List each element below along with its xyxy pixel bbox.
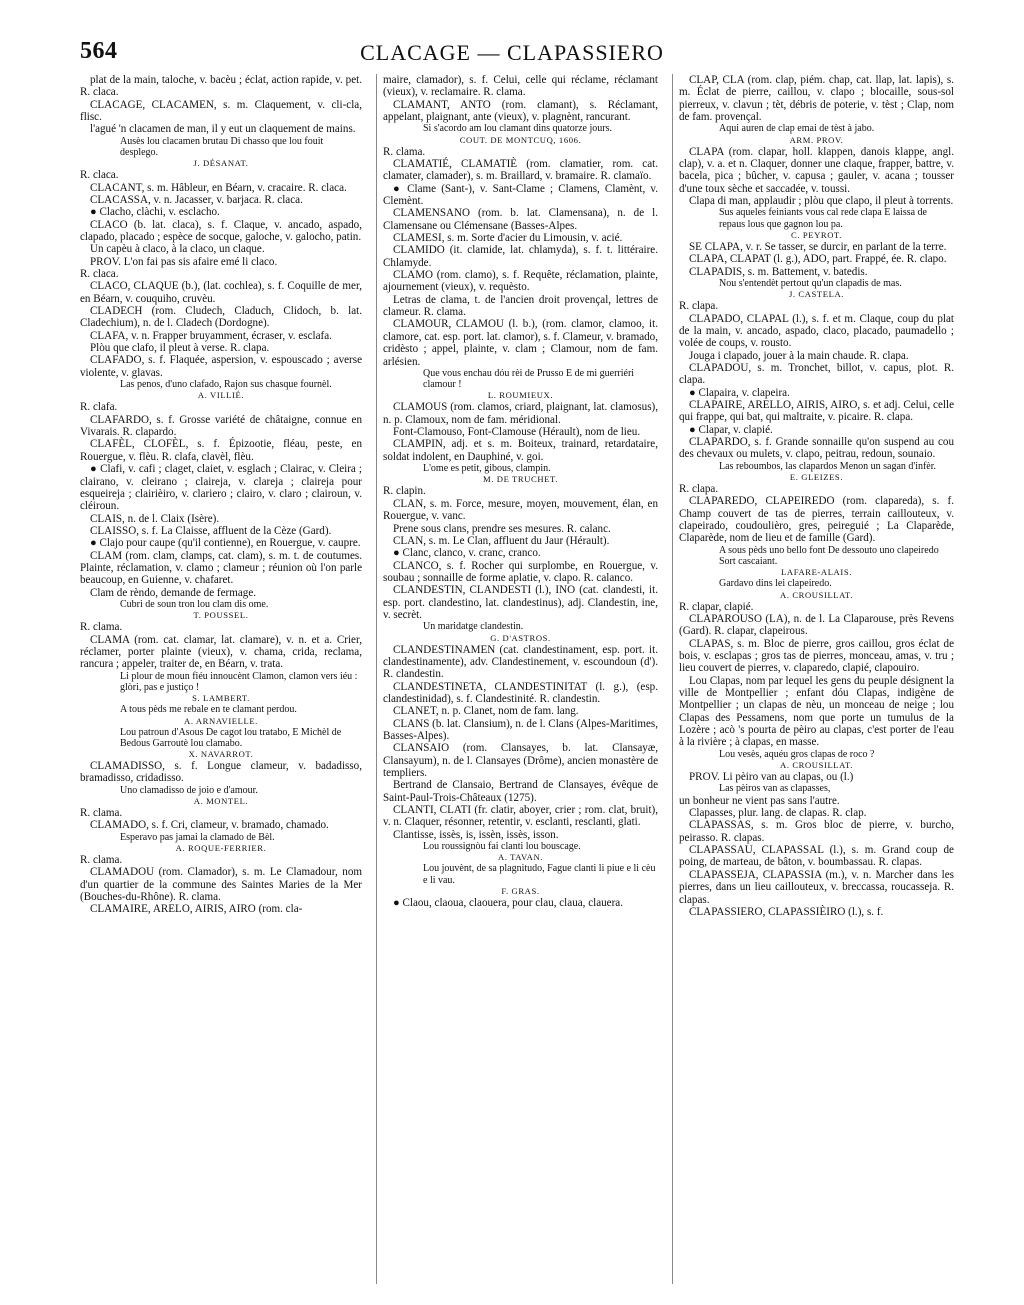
entry-paragraph: CLAPAREDO, CLAPEIREDO (rom. clapareda), s. f. Champ couvert de tas de pierres, terrain caillouteux, v. clapeirado, coudoulièro, gres, peireguié ; La Claparède, Claparède, nom de lieu et de famille (Gard). — [679, 495, 954, 545]
entry-paragraph: CLACO, CLAQUE (b.), (lat. cochlea), s. f. Coquille de mer, en Béarn, v. couquiho, cruvèu. — [80, 280, 362, 305]
entry-paragraph: CLAMATIÉ, CLAMATIÈ (rom. clamatier, rom. cat. clamater, clamader), s. m. Braillard, v. bramaire. R. clamaïo. — [383, 158, 658, 183]
reference-line: R. clama. — [383, 145, 426, 158]
entry-paragraph: CLAMOUR, CLAMOU (l. b.), (rom. clamor, clamoo, it. clamore, cat. esp. port. lat. clamor), s. f. Clameur, v. bramado, cridèsto ; appel, plainte, v. clam ; Clamour, nom de fam. arlésien. — [383, 318, 658, 368]
quotation: Uno clamadisso de joio e d'amour. — [120, 784, 258, 796]
entry-paragraph: Letras de clama, t. de l'ancien droit provençal, lettres de clameur. R. clama. — [383, 293, 658, 319]
entry-paragraph: CLAPAIRE, ARELLO, AIRIS, AIRO, s. et adj. Celui, celle qui frappe, qui bat, qui maltraite, v. picaire. R. clapa. — [679, 399, 954, 424]
entry-paragraph: CLAM (rom. clam, clamps, cat. clam), s. m. t. de coutumes. Plainte, réclamation, v. clamo ; clameur ; réunion où l'on parle beaucoup, en Guienne, v. chafaret. — [80, 549, 362, 587]
entry-paragraph: CLANTI, CLATI (fr. clatir, aboyer, crier ; rom. clat, bruit), v. n. Claquer, résonner, retentir, v. esclanti, resclanti, glati. — [383, 804, 658, 829]
entry-paragraph: Plòu que clafo, il pleut à verse. R. clapa. — [90, 342, 270, 355]
reference-line: R. clapa. — [679, 300, 719, 313]
quotation: Las reboumbos, las clapardos Menon un sagan d'infèr. — [719, 460, 937, 472]
citation-author: ARM. PROV. — [789, 134, 844, 145]
entry-paragraph: PROV. L'on fai pas sis afaire emé li claco. — [90, 255, 278, 268]
quotation: Lou roussignòu fai clanti lou bouscage. — [423, 841, 581, 853]
citation-author: J. CASTELA. — [788, 289, 845, 300]
reference-line: R. claca. — [80, 169, 119, 182]
entry-paragraph: Font-Clamouso, Font-Clamouse (Hérault), nom de lieu. — [393, 426, 641, 439]
page-number: 564 — [80, 38, 118, 64]
quotation: A sous pèds uno bello font De dessouto uno clapeiredo Sort cascaiant. — [719, 544, 939, 568]
quotation: Lou vesès, aquéu gros clapas de roco ? — [719, 748, 875, 760]
entry-paragraph: CLAISSO, s. f. La Claisse, affluent de la Cèze (Gard). — [90, 524, 332, 537]
entry-paragraph: CLACAGE, CLACAMEN, s. m. Claquement, v. cli-cla, flisc. — [80, 98, 362, 124]
entry-paragraph: CLANSAIO (rom. Clansayes, b. lat. Clansayæ, Clansayum), n. de l. Clansayes (Drôme), ancien monastère de templiers. — [383, 742, 658, 779]
entry-paragraph: CLAMENSANO (rom. b. lat. Clamensana), n. de l. Clamensane ou Clémensane (Basses-Alpes. — [383, 207, 658, 232]
entry-paragraph: ● Clacho, clàchi, v. esclacho. — [90, 206, 220, 219]
column-right — [672, 74, 954, 1284]
quotation: L'ome es petit, gibous, clampin. — [423, 463, 551, 475]
reference-line: R. clapar, clapié. — [679, 600, 754, 613]
entry-paragraph: Clapasses, plur. lang. de clapas. R. clap. — [689, 807, 867, 820]
entry-paragraph: SE CLAPA, v. r. Se tasser, se durcir, en parlant de la terre. — [689, 240, 947, 253]
entry-paragraph: PROV. Li pèiro van au clapas, ou (l.) — [689, 771, 854, 784]
entry-paragraph: Un capèu à claco, à la claco, un claque. — [90, 243, 265, 256]
quotation: Nou s'entendèt pertout qu'un clapadis de mas. — [719, 278, 902, 290]
citation-author: T. POUSSEL. — [193, 610, 249, 621]
entry-paragraph: ● Clanc, clanco, v. cranc, cranco. — [393, 547, 541, 560]
quotation: Un maridatge clandestin. — [423, 621, 524, 633]
citation-author: A. CROUSILLAT. — [780, 760, 853, 771]
reference-line: R. clapin. — [383, 485, 426, 498]
reference-line: R. clafa. — [80, 401, 118, 414]
entry-paragraph: Bertrand de Clansaio, Bertrand de Clansayes, évêque de Saint-Paul-Trois-Châteaux (1275). — [383, 779, 658, 804]
reference-line: R. clapa. — [679, 483, 719, 496]
entry-paragraph: CLAMIDO (it. clamide, lat. chlamyda), s. f. t. littéraire. Chlamyde. — [383, 244, 658, 269]
column-left — [80, 74, 362, 1284]
entry-paragraph: CLACASSA, v. n. Jacasser, v. barjaca. R. claca. — [90, 194, 303, 206]
entry-paragraph: CLAN, s. m. Force, mesure, moyen, mouvement, élan, en Rouergue, v. vanc. — [383, 497, 658, 523]
reference-line: R. clama. — [80, 807, 123, 820]
page-header — [80, 38, 944, 72]
quotation: Cubri de soun tron lou clam dis ome. — [120, 598, 269, 610]
citation-author: S. LAMBERT. — [192, 693, 250, 704]
entry-paragraph: CLAPADIS, s. m. Battement, v. batedis. — [689, 265, 868, 278]
entry-paragraph: CLANDESTINAMEN (cat. clandestinament, esp. port. it. clandestinamente), adv. Clandestinement, v. escoundoun (d'). R. clandestin. — [383, 643, 658, 681]
entry-paragraph: CLAPASSAU, CLAPASSAL (l.), s. m. Grand coup de poing, de marteau, de bâton, v. boumbassau. R. clapas. — [679, 844, 954, 869]
entry-paragraph: CLAMADOU (rom. Clamador), s. m. Le Clamadour, nom d'un quartier de la commune des Saintes Maries de la Mer (Bouches-du-Rhône). R. clama. — [80, 866, 362, 904]
entry-paragraph: Jouga i clapado, jouer à la main chaude. R. clapa. — [689, 349, 909, 362]
entry-paragraph: CLAPADO, CLAPAL (l.), s. f. et m. Claque, coup du plat de la main, v. ancado, aspado, claco, placado, paumadello ; volée de coups, v. rousto. — [679, 312, 954, 350]
running-head: CLACAGE — CLAPASSIERO — [360, 40, 664, 65]
citation-author: A. VILLIÉ. — [197, 390, 245, 401]
entry-paragraph: CLACO (b. lat. claca), s. f. Claque, v. ancado, aspado, clapado, placado ; espèce de socque, galoche, v. galocho, patin. — [80, 218, 362, 244]
entry-paragraph: CLANS (b. lat. Clansium), n. de l. Clans (Alpes-Maritimes, Basses-Alpes). — [383, 717, 658, 742]
entry-paragraph: CLANET, n. p. Clanet, nom de fam. lang. — [393, 705, 579, 718]
reference-line: R. clama. — [80, 854, 123, 867]
reference-line: R. claca. — [80, 268, 119, 281]
entry-paragraph: CLAMAIRE, ARELO, AIRIS, AIRO (rom. cla- — [90, 903, 303, 916]
citation-author: A. CROUSILLAT. — [780, 589, 853, 600]
quotation: Que vous enchau dóu rèi de Prusso E de mi guerriéri clamour ! — [423, 367, 635, 391]
citation-author: A. MONTEL. — [193, 796, 249, 807]
entry-paragraph: CLAMADISSO, s. f. Longue clameur, v. badadisso, bramadisso, cridadisso. — [80, 760, 362, 785]
citation-author: J. DÉSANAT. — [193, 158, 249, 169]
entry-paragraph: ● Clapar, v. clapié. — [689, 423, 773, 436]
entry-paragraph: CLAPA (rom. clapar, holl. klappen, danois klappe, angl. clap), v. a. et n. Claquer, donner une claque, frapper, battre, v. bacela, pica ; bûcher, v. capusa ; gauler, v. acana ; tousser d'une toux sèche et saccadée, v. toussi. — [679, 145, 954, 195]
citation-author: C. PEYROT. — [791, 229, 842, 240]
entry-paragraph: CLAFADO, s. f. Flaquée, aspersion, v. espouscado ; averse violente, v. glavas. — [80, 354, 362, 379]
entry-paragraph: CLAMA (rom. cat. clamar, lat. clamare), v. n. et a. Crier, réclamer, porter plainte (vieux), v. chama, crida, reclama, rancura ; appeler, traiter de, en Béarn, v. trata. — [80, 633, 362, 671]
quotation: Si s'acordo am lou clamant dins quatorze jours. — [423, 123, 612, 135]
quotation: Li plour de moun fiéu innoucènt Clamon, clamon vers iéu : glòri, pas e justiço ! — [120, 670, 358, 693]
entry-paragraph: CLANCO, s. f. Rocher qui surplombe, en Rouergue, v. soubau ; sonnaille de forme aplatie, v. clapo. R. calanco. — [383, 559, 658, 584]
citation-author: E. GLEIZES. — [789, 472, 844, 483]
quotation: Las penos, d'uno clafado, Rajon sus chasque fournèl. — [120, 379, 332, 391]
entry-paragraph: CLAFÈL, CLOFÈL, s. f. Épizootie, fléau, peste, en Rouergue, v. flèu. R. clafa, clavèl, flèu. — [80, 438, 362, 463]
entry-paragraph: CLAPADOU, s. m. Tronchet, billot, v. capus, plot. R. clapa. — [679, 362, 954, 387]
quotation: Esperavo pas jamai la clamado de Bèl. — [120, 831, 275, 843]
quotation: A tous pèds me rebale en te clamant perdou. — [120, 704, 297, 716]
quotation: Gardavo dins lei clapeiredo. — [719, 578, 832, 590]
entry-paragraph: CLAN, s. m. Le Clan, affluent du Jaur (Hérault). — [393, 534, 610, 547]
quotation: Aqui auren de clap emai de tèst à jabo. — [719, 123, 875, 135]
quotation: Las pèiros van as clapasses, — [719, 783, 831, 795]
reference-line: R. clama. — [80, 621, 123, 634]
entry-paragraph: Clantisse, issès, is, issèn, issès, isson. — [393, 828, 559, 841]
quotation: Lou jouvènt, de sa plagnitudo, Fague clanti li piue e li cèu e li vau. — [423, 863, 656, 886]
citation-author: G. D'ASTROS. — [490, 632, 551, 643]
quotation: Sus aqueles feiniants vous cal rede clapa E laissa de repaus lous que gagnon lou pa. — [719, 207, 927, 230]
entry-paragraph: CLAPASSEJA, CLAPASSIA (m.), v. n. Marcher dans les pierres, dans un lieu caillouteux, v. breccassa, roucasseja. R. clapas. — [679, 868, 954, 906]
citation-author: A. ROQUE-FERRIER. — [175, 843, 267, 854]
entry-paragraph: CLAPARDO, s. f. Grande sonnaille qu'on suspend au cou des chevaux ou mulets, v. clapo, peitrau, redoun, sounaio. — [679, 436, 954, 461]
entry-paragraph: CLAPASSIERO, CLAPASSIÈIRO (l.), s. f. — [689, 905, 884, 918]
reference-line: maire, clamador), s. f. Celui, celle qui réclame, réclamant (vieux), v. reclamaire. R. clama. — [383, 74, 658, 99]
citation-author: F. GRAS. — [501, 885, 540, 896]
entry-paragraph: Clam de rèndo, demande de fermage. — [90, 586, 257, 599]
citation-author: M. DE TRUCHET. — [483, 474, 558, 485]
entry-paragraph: ● Clafi, v. cafi ; claget, claiet, v. esglach ; Clairac, v. Cleira ; clairano, v. cleirano ; claireja, v. clareja ; claireja pour esqueireja ; clairièiro, v. clariero ; clairo, v. claro ; clairoun, v. cléiroun. — [80, 463, 362, 513]
entry-paragraph: CLACANT, s. m. Hâbleur, en Béarn, v. cracaire. R. claca. — [90, 181, 347, 194]
entry-paragraph: ● Clame (Sant-), v. Sant-Clame ; Clamens, Clamènt, v. Clemènt. — [383, 182, 658, 208]
entry-paragraph: l'agué 'n clacamen de man, il y eut un claquement de mains. — [90, 123, 356, 136]
text-columns — [80, 74, 954, 1284]
entry-paragraph: CLAPASSAS, s. m. Gros bloc de pierre, v. burcho, peirasso. R. clapas. — [679, 819, 954, 844]
quotation: Ausès lou clacamen brutau Di chasso que lou fouit desplego. — [120, 135, 324, 159]
citation-author: LAFARE-ALAIS. — [781, 567, 852, 578]
citation-author: A. TAVAN. — [497, 852, 544, 863]
entry-paragraph: CLAMPIN, adj. et s. m. Boiteux, trainard, retardataire, soldat indolent, en Dauphiné, v. goi. — [383, 438, 658, 463]
citation-author: X. NAVARROT. — [188, 749, 254, 760]
column-middle — [376, 74, 658, 1284]
entry-paragraph: CLAMANT, ANTO (rom. clamant), s. Réclamant, appelant, plaignant, ante (vieux), v. plagnènt, rancurant. — [383, 98, 658, 124]
reference-line: un bonheur ne vient pas sans l'autre. — [679, 794, 840, 807]
entry-paragraph: CLAFARDO, s. f. Grosse variété de châtaigne, connue en Vivarais. R. clapardo. — [80, 413, 362, 439]
citation-author: L. ROUMIEUX. — [487, 390, 554, 401]
citation-author: A. ARNAVIELLE. — [184, 715, 258, 726]
entry-paragraph: CLAFA, v. n. Frapper bruyamment, écraser, v. esclafa. — [90, 329, 332, 342]
entry-paragraph: CLAPAROUSO (LA), n. de l. La Claparouse, près Revens (Gard). R. clapar, clapeirous. — [679, 613, 954, 638]
entry-paragraph: CLAP, CLA (rom. clap, piém. chap, cat. llap, lat. lapis), s. m. Éclat de pierre, caillou, v. clapo ; blocaille, sous-sol pierreux, v. clavun ; tèt, débris de poterie, v. tèst ; Clap, nom de fam. provençal. — [679, 74, 954, 124]
citation-author: COUT. DE MONTCUQ, 1606. — [459, 134, 582, 145]
entry-paragraph: ● Clapaira, v. clapeira. — [689, 386, 790, 399]
entry-paragraph: Clapa di man, applaudir ; plòu que clapo, il pleut à torrents. — [689, 195, 954, 208]
entry-paragraph: CLAMADO, s. f. Cri, clameur, v. bramado, chamado. — [90, 819, 329, 832]
entry-paragraph: Prene sous clans, prendre ses mesures. R. calanc. — [393, 522, 611, 535]
entry-paragraph: CLAPAS, s. m. Bloc de pierre, gros caillou, gros éclat de bois, v. esclapas ; gros tas de pierres, monceau, amas, v. tru ; lieu couvert de pierres, v. claparedo, clapié, clapouiro. — [679, 637, 954, 675]
entry-paragraph: CLAMESI, s. m. Sorte d'acier du Limousin, v. acié. — [393, 232, 623, 245]
quotation: Lou patroun d'Asous De cagot lou tratabo, E Michèl de Bedous Garroutè lou clamabo. — [120, 726, 342, 749]
entry-paragraph: CLAMOUS (rom. clamos, criard, plaignant, lat. clamosus), n. p. Clamoux, nom de fam. méridional. — [383, 401, 658, 426]
entry-paragraph: CLAIS, n. de l. Claix (Isère). — [90, 512, 220, 525]
entry-paragraph: Lou Clapas, nom par lequel les gens du peuple désignent la ville de Montpellier ; enfant dóu Clapas, indigène de Montpellier ; un clapas de nèu, un monceau de neige ; lou Clapas des Pessamens, nom que porte un tumulus de la Lozère ; acò 's pourta de pèiro au clapas, c'est porter de l'eau à la rivière ; à clapas, en masse. — [679, 674, 954, 749]
entry-paragraph: plat de la main, taloche, v. bacèu ; éclat, action rapide, v. pet. R. claca. — [80, 74, 362, 99]
entry-paragraph: CLADECH (rom. Cludech, Claduch, Clidoch, b. lat. Cladechium), n. de l. Cladech (Dordogne). — [80, 305, 362, 330]
entry-paragraph: CLANDESTIN, CLANDESTI (l.), INO (cat. clandesti, it. esp. port. clandestino, lat. clandestinus), adj. Clandestin, ine, v. secrèt. — [383, 584, 658, 621]
entry-paragraph: CLAMO (rom. clamo), s. f. Requête, réclamation, plainte, ajournement (vieux), v. requèsto. — [383, 269, 658, 294]
entry-paragraph: CLAPA, CLAPAT (l. g.), ADO, part. Frappé, ée. R. clapo. — [689, 253, 947, 266]
entry-paragraph: ● Claou, claoua, claouera, pour clau, claua, clauera. — [393, 896, 624, 909]
entry-paragraph: ● Clajo pour caupe (qu'il contienne), en Rouergue, v. caupre. — [90, 537, 361, 550]
entry-paragraph: CLANDESTINETA, CLANDESTINITAT (l. g.), (esp. clandestinidad), s. f. Clandestinité. R. clandestin. — [383, 680, 658, 705]
